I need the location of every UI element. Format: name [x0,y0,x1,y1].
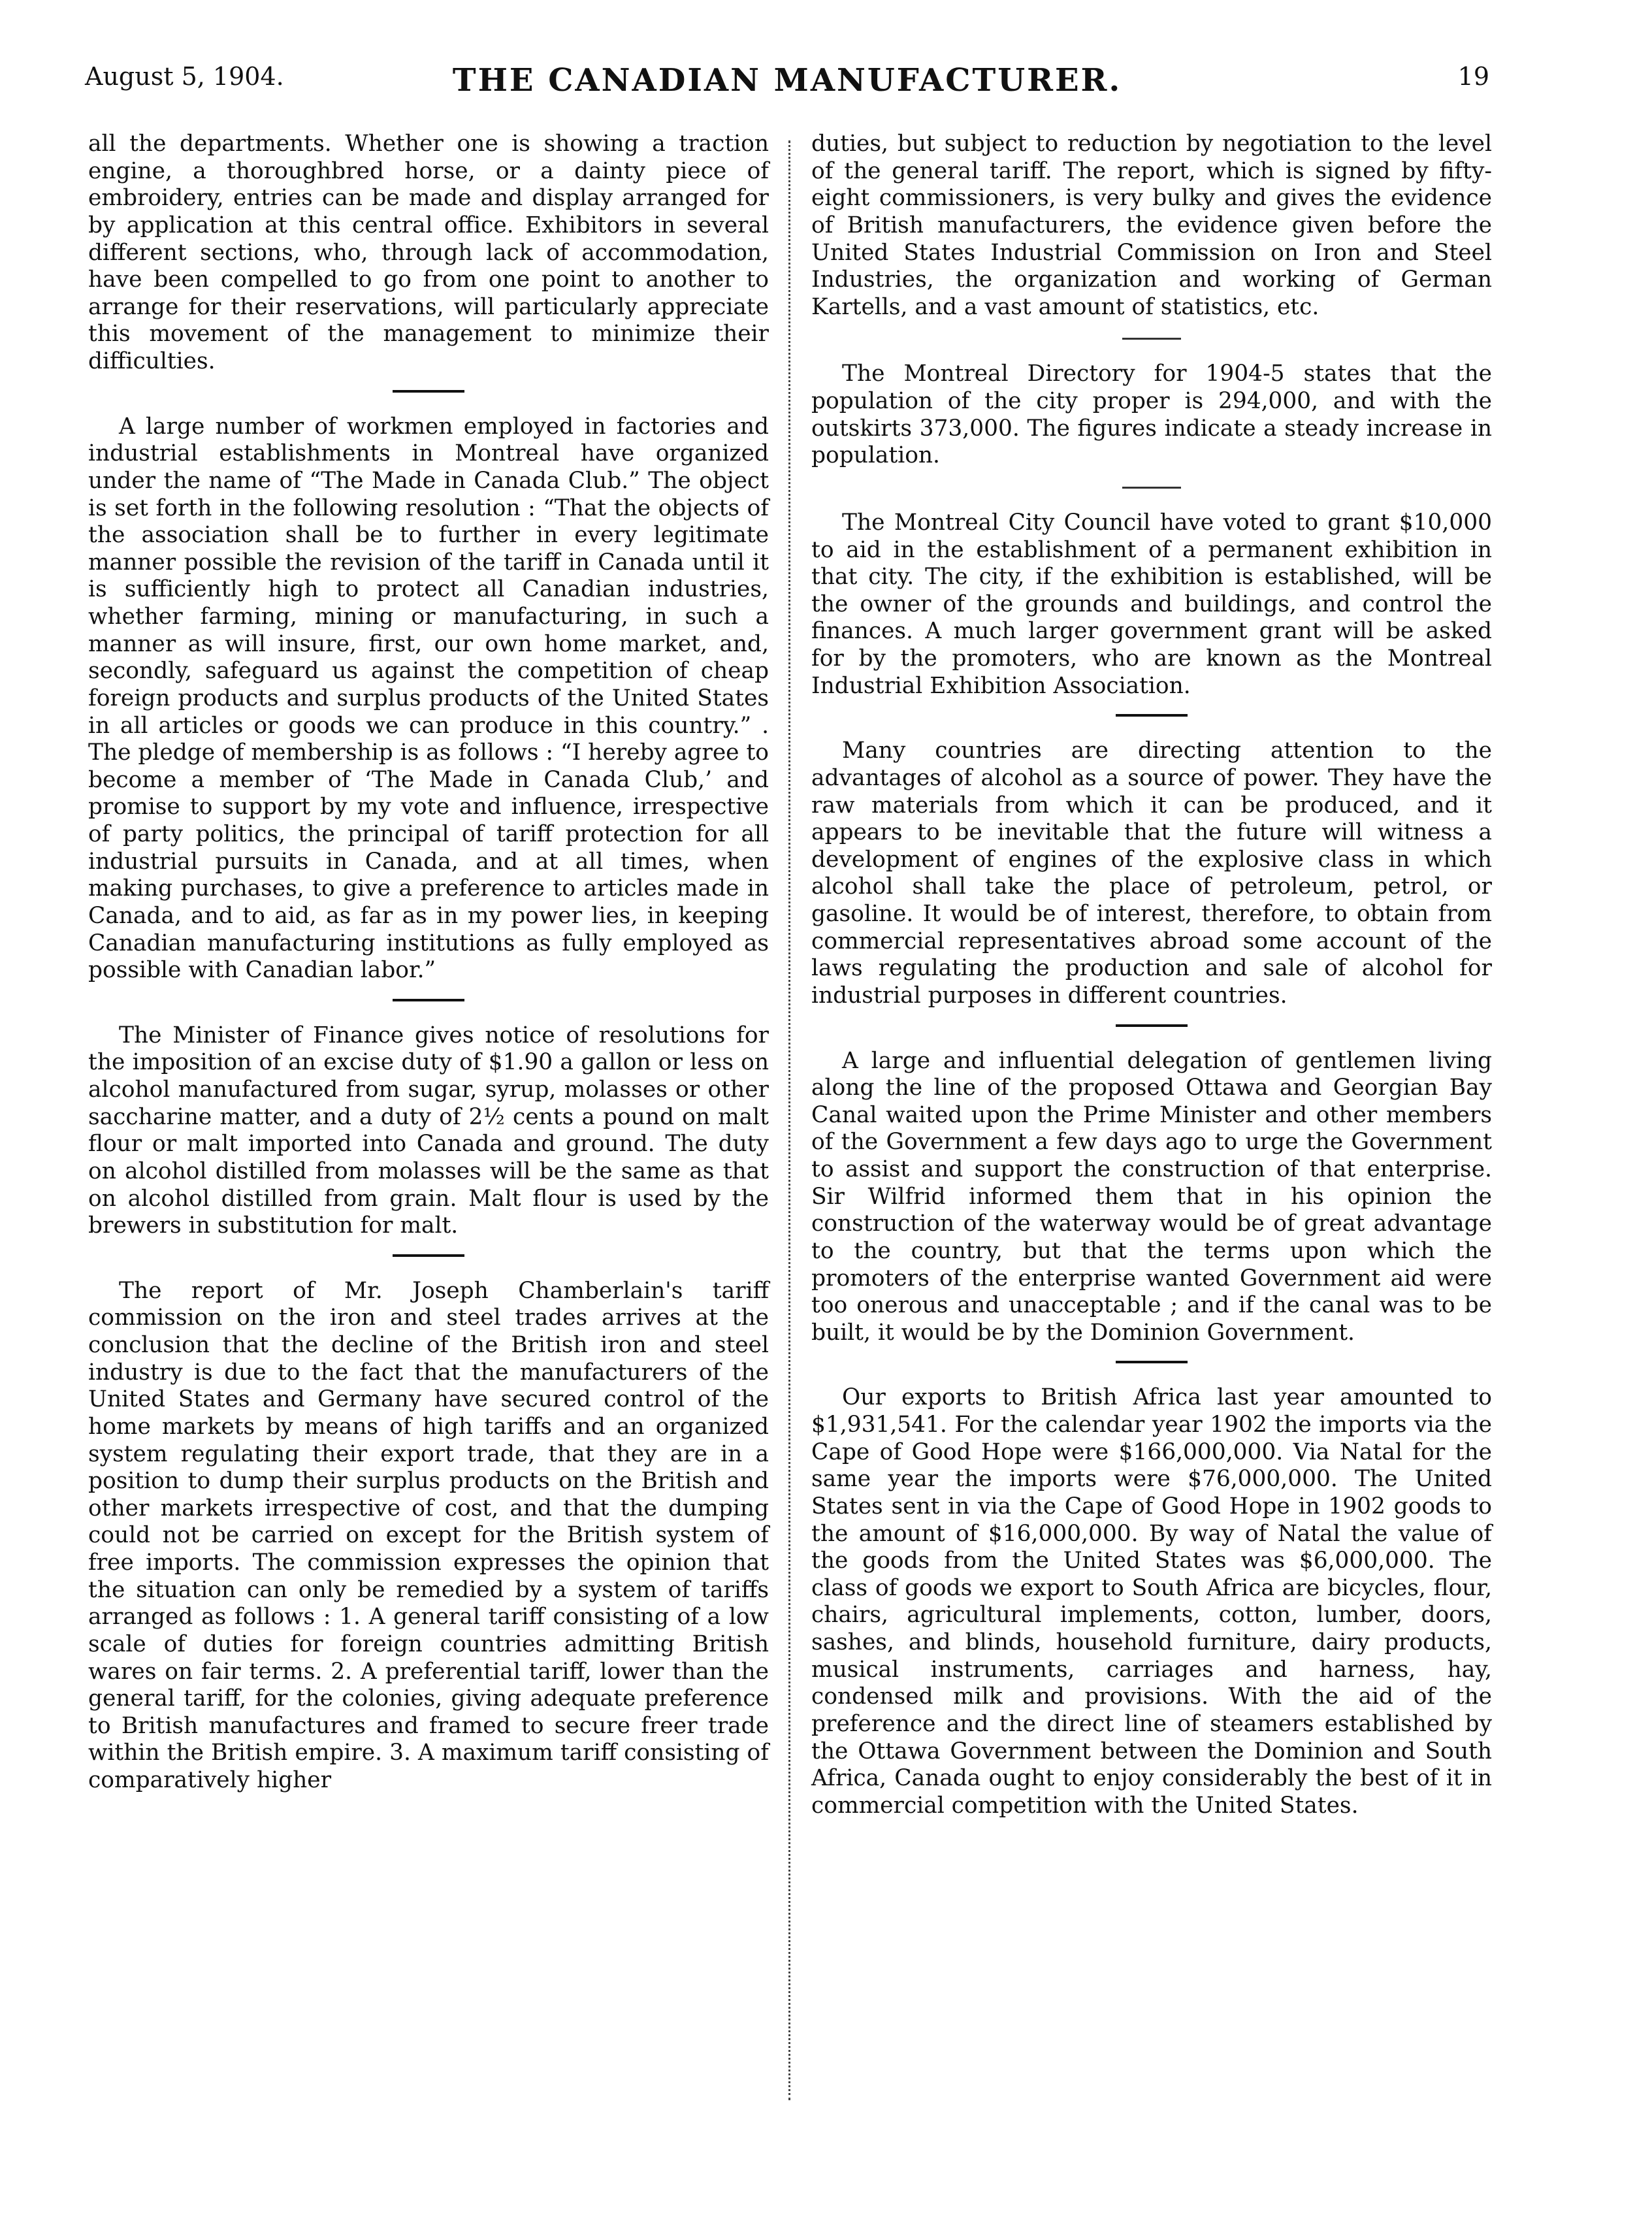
publication-title: THE CANADIAN MANUFACTURER. [452,62,1122,99]
article-exports-british-africa: Our exports to British Africa last year amounted to $1,931,541. For the calendar year 1902 the imports via the Cape of Good Hope were $166,000,000. Via Natal for the same year the imports were $76,000,000. The United States sent in via the Cape of Good Hope in 1902 goods to the amount of $16,000,000. By way of Natal the value of the goods from the United States was $6,000,000. The class of goods we export to South Africa are bicycles, flour, chairs, agricultural implements, cotton, lumber, doors, sashes, and blinds, household furniture, dairy products, musical instruments, carriages and harness, hay, condensed milk and provisions. With the aid of the preference and the direct line of steamers established by the Ottawa Government between the Dominion and South Africa, Canada ought to enjoy considerably the best of it in commercial competition with the United States. [811,1384,1492,1819]
article-separator [393,1254,464,1257]
article-separator [1116,714,1188,717]
article-made-in-canada-club: A large number of workmen employed in factories and industrial establishments in Montreal have organized under the name of “The Made in Canada Club.” The object is set forth in the following resolution : “That the objects of the association shall be to further in every legitimate manner possible the revision of the tariff in Canada until it is sufficiently high to protect all Canadian industries, whether farming, mining or manufacturing, in such a manner as will insure, first, our own home market, and, secondly, safeguard us against the competition of cheap foreign products and surplus products of the United States in all articles or goods we can produce in this country.” . The pledge of membership is as follows : “I hereby agree to become a member of ‘The Made in Canada Club,’ and promise to support by my vote and influence, irrespective of party politics, the principal of tariff protection for all industrial pursuits in Canada, and at all times, when making purchases, to give a preference to articles made in Canada, and to aid, as far as in my power lies, in keeping Canadian manufacturing institutions as fully employed as possible with Canadian labor.” [88,413,769,984]
left-column [88,131,769,1795]
issue-date: August 5, 1904. [85,62,284,91]
article-separator [1122,487,1181,489]
article-chamberlain-tariff-commission-continued: duties, but subject to reduction by negotiation to the level of the general tariff. The report, which is signed by fifty-eight commissioners, is very bulky and gives the evidence of British manufacturers, the evidence given before the United States Industrial Commission on Iron and Steel Industries, the organization and working of German Kartells, and a vast amount of statistics, etc. [811,131,1492,320]
right-column [811,131,1492,1819]
article-separator [1116,1361,1188,1363]
article-montreal-exhibition-grant: The Montreal City Council have voted to grant $10,000 to aid in the establishment of a permanent exhibition in that city. The city, if the exhibition is established, will be the owner of the grounds and buildings, and control the finances. A much larger government grant will be asked for by the promoters, who are known as the Montreal Industrial Exhibition Association. [811,509,1492,699]
article-alcohol-power: Many countries are directing attention to the advantages of alcohol as a source of power. They have the raw materials from which it can be produced, and it appears to be inevitable that the future will witness a development of engines of the explosive class in which alcohol shall take the place of petroleum, petrol, or gasoline. It would be of interest, therefore, to obtain from commercial representatives abroad some account of the laws regulating the production and sale of alcohol for industrial purposes in different countries. [811,738,1492,1009]
article-separator [393,999,464,1001]
article-separator [1116,1024,1188,1027]
article-exhibition-office-continued: all the departments. Whether one is showing a traction engine, a thoroughbred horse, or a dainty piece of embroidery, entries can be made and display arranged for by application at this central office. Exhibitors in several different sections, who, through lack of accommodation, have been compelled to go from one point to another to arrange for their reservations, will particularly appreciate this movement of the management to minimize their difficulties. [88,131,769,374]
article-chamberlain-tariff-commission: The report of Mr. Joseph Chamberlain's tariff commission on the iron and steel trades arrives at the conclusion that the decline of the British iron and steel industry is due to the fact that the manufacturers of the United States and Germany have secured control of the home markets by means of high tariffs and an organized system regulating their export trade, that they are in a position to dump their surplus products on the British and other markets irrespective of cost, and that the dumping could not be carried on except for the British system of free imports. The commission expresses the opinion that the situation can only be remedied by a system of tariffs arranged as follows : 1. A general tariff consisting of a low scale of duties for foreign countries admitting British wares on fair terms. 2. A preferential tariff, lower than the general tariff, for the colonies, giving adequate preference to British manufactures and framed to secure freer trade within the British empire. 3. A maximum tariff consisting of comparatively higher [88,1277,769,1793]
article-excise-duty-alcohol: The Minister of Finance gives notice of resolutions for the imposition of an excise duty of $1.90 a gallon or less on alcohol manufactured from sugar, syrup, molasses or other saccharine matter, and a duty of 2½ cents a pound on malt flour or malt imported into Canada and ground. The duty on alcohol distilled from molasses will be the same as that on alcohol distilled from grain. Malt flour is used by the brewers in substitution for malt. [88,1022,769,1239]
article-montreal-directory: The Montreal Directory for 1904-5 states that the population of the city proper is 294,000, and with the outskirts 373,000. The figures indicate a steady increase in population. [811,361,1492,469]
article-separator [1122,338,1181,340]
column-divider [788,140,790,2100]
page-number: 19 [1457,62,1489,91]
article-separator [393,390,464,393]
article-georgian-bay-canal: A large and influential delegation of gentlemen living along the line of the proposed Ottawa and Georgian Bay Canal waited upon the Prime Minister and other members of the Government a few days ago to urge the Government to assist and support the construction of that enterprise. Sir Wilfrid informed them that in his opinion the construction of the waterway would be of great advantage to the country, but that the terms upon which the promoters of the enterprise wanted Government aid were too onerous and unacceptable ; and if the canal was to be built, it would be by the Dominion Government. [811,1047,1492,1346]
page-header [85,62,1489,108]
